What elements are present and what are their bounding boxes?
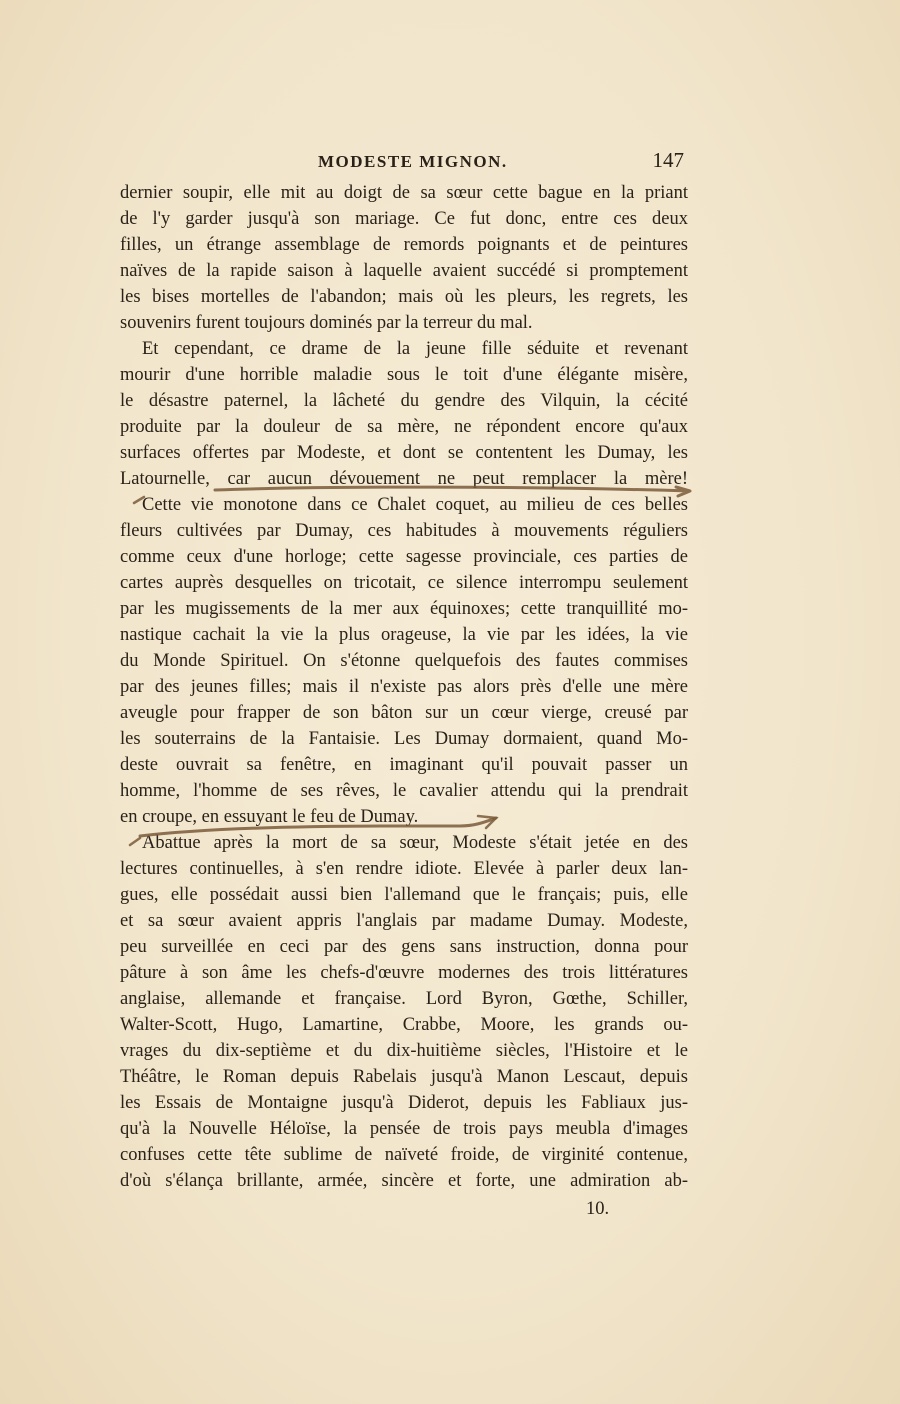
text-line: de l'y garder jusqu'à son mariage. Ce fut donc, entre ces deux bbox=[120, 209, 688, 229]
text-line: cartes auprès desquelles on tricotait, ce silence interrompu seulement bbox=[120, 573, 688, 593]
text-line: comme ceux d'une horloge; cette sagesse provinciale, ces parties de bbox=[120, 547, 688, 567]
text-line: aveugle pour frapper de son bâton sur un cœur vierge, creusé par bbox=[120, 703, 688, 723]
text-line: en croupe, en essuyant le feu de Dumay. bbox=[120, 807, 419, 827]
text-line: fleurs cultivées par Dumay, ces habitudes à mouvements réguliers bbox=[120, 521, 688, 541]
text-line: les bises mortelles de l'abandon; mais où les pleurs, les regrets, les bbox=[120, 287, 688, 307]
text-line: mourir d'une horrible maladie sous le toit d'une élégante misère, bbox=[120, 365, 688, 385]
text-line: filles, un étrange assemblage de remords poignants et de peintures bbox=[120, 235, 688, 255]
body-text bbox=[120, 180, 688, 1194]
text-line: Et cependant, ce drame de la jeune fille séduite et revenant bbox=[142, 339, 688, 359]
text-line: lectures continuelles, à s'en rendre idiote. Elevée à parler deux lan- bbox=[120, 859, 688, 879]
text-line: peu surveillée en ceci par des gens sans instruction, donna pour bbox=[120, 937, 688, 957]
text-line: naïves de la rapide saison à laquelle avaient succédé si promptement bbox=[120, 261, 688, 281]
text-line: le désastre paternel, la lâcheté du gendre des Vilquin, la cécité bbox=[120, 391, 688, 411]
running-title: MODESTE MIGNON. bbox=[318, 152, 508, 171]
text-line: dernier soupir, elle mit au doigt de sa sœur cette bague en la priant bbox=[120, 183, 688, 203]
text-line: nastique cachait la vie la plus orageuse, la vie par les idées, la vie bbox=[120, 625, 688, 645]
signature-mark bbox=[120, 1196, 688, 1222]
text-line: surfaces offertes par Modeste, et dont se contentent les Dumay, les bbox=[120, 443, 688, 463]
text-line: souvenirs furent toujours dominés par la terreur du mal. bbox=[120, 313, 533, 333]
signature-text: 10. bbox=[586, 1199, 610, 1219]
text-line: du Monde Spirituel. On s'étonne quelquefois des fautes commises bbox=[120, 651, 688, 671]
page-number: 147 bbox=[652, 148, 684, 172]
text-line: Cette vie monotone dans ce Chalet coquet, au milieu de ces belles bbox=[142, 495, 688, 515]
text-line: les souterrains de la Fantaisie. Les Dumay dormaient, quand Mo- bbox=[120, 729, 688, 749]
text-line: deste ouvrait sa fenêtre, en imaginant qu'il pouvait passer un bbox=[120, 755, 688, 775]
text-line: par des jeunes filles; mais il n'existe pas alors près d'elle une mère bbox=[120, 677, 688, 697]
text-line: par les mugissements de la mer aux équinoxes; cette tranquillité mo- bbox=[120, 599, 688, 619]
text-line: vrages du dix-septième et du dix-huitième siècles, l'Histoire et le bbox=[120, 1041, 688, 1061]
text-line: d'où s'élança brillante, armée, sincère et forte, une admiration ab- bbox=[120, 1171, 688, 1191]
text-line: Abattue après la mort de sa sœur, Modeste s'était jetée en des bbox=[142, 833, 688, 853]
page-header bbox=[120, 148, 688, 178]
text-line: les Essais de Montaigne jusqu'à Diderot, depuis les Fabliaux jus- bbox=[120, 1093, 688, 1113]
text-line: qu'à la Nouvelle Héloïse, la pensée de trois pays meubla d'images bbox=[120, 1119, 688, 1139]
text-line: Théâtre, le Roman depuis Rabelais jusqu'à Manon Lescaut, depuis bbox=[120, 1067, 688, 1087]
text-line: Latournelle, car aucun dévouement ne peut remplacer la mère! bbox=[120, 469, 688, 489]
text-line: pâture à son âme les chefs-d'œuvre modernes des trois littératures bbox=[120, 963, 688, 983]
text-line: anglaise, allemande et française. Lord Byron, Gœthe, Schiller, bbox=[120, 989, 688, 1009]
text-line: produite par la douleur de sa mère, ne répondent encore qu'aux bbox=[120, 417, 688, 437]
text-line: Walter-Scott, Hugo, Lamartine, Crabbe, Moore, les grands ou- bbox=[120, 1015, 688, 1035]
text-line: confuses cette tête sublime de naïveté froide, de virginité contenue, bbox=[120, 1145, 688, 1165]
text-line: homme, l'homme de ses rêves, le cavalier attendu qui la prendrait bbox=[120, 781, 688, 801]
text-line: gues, elle possédait aussi bien l'allemand que le français; puis, elle bbox=[120, 885, 688, 905]
text-line: et sa sœur avaient appris l'anglais par madame Dumay. Modeste, bbox=[120, 911, 688, 931]
